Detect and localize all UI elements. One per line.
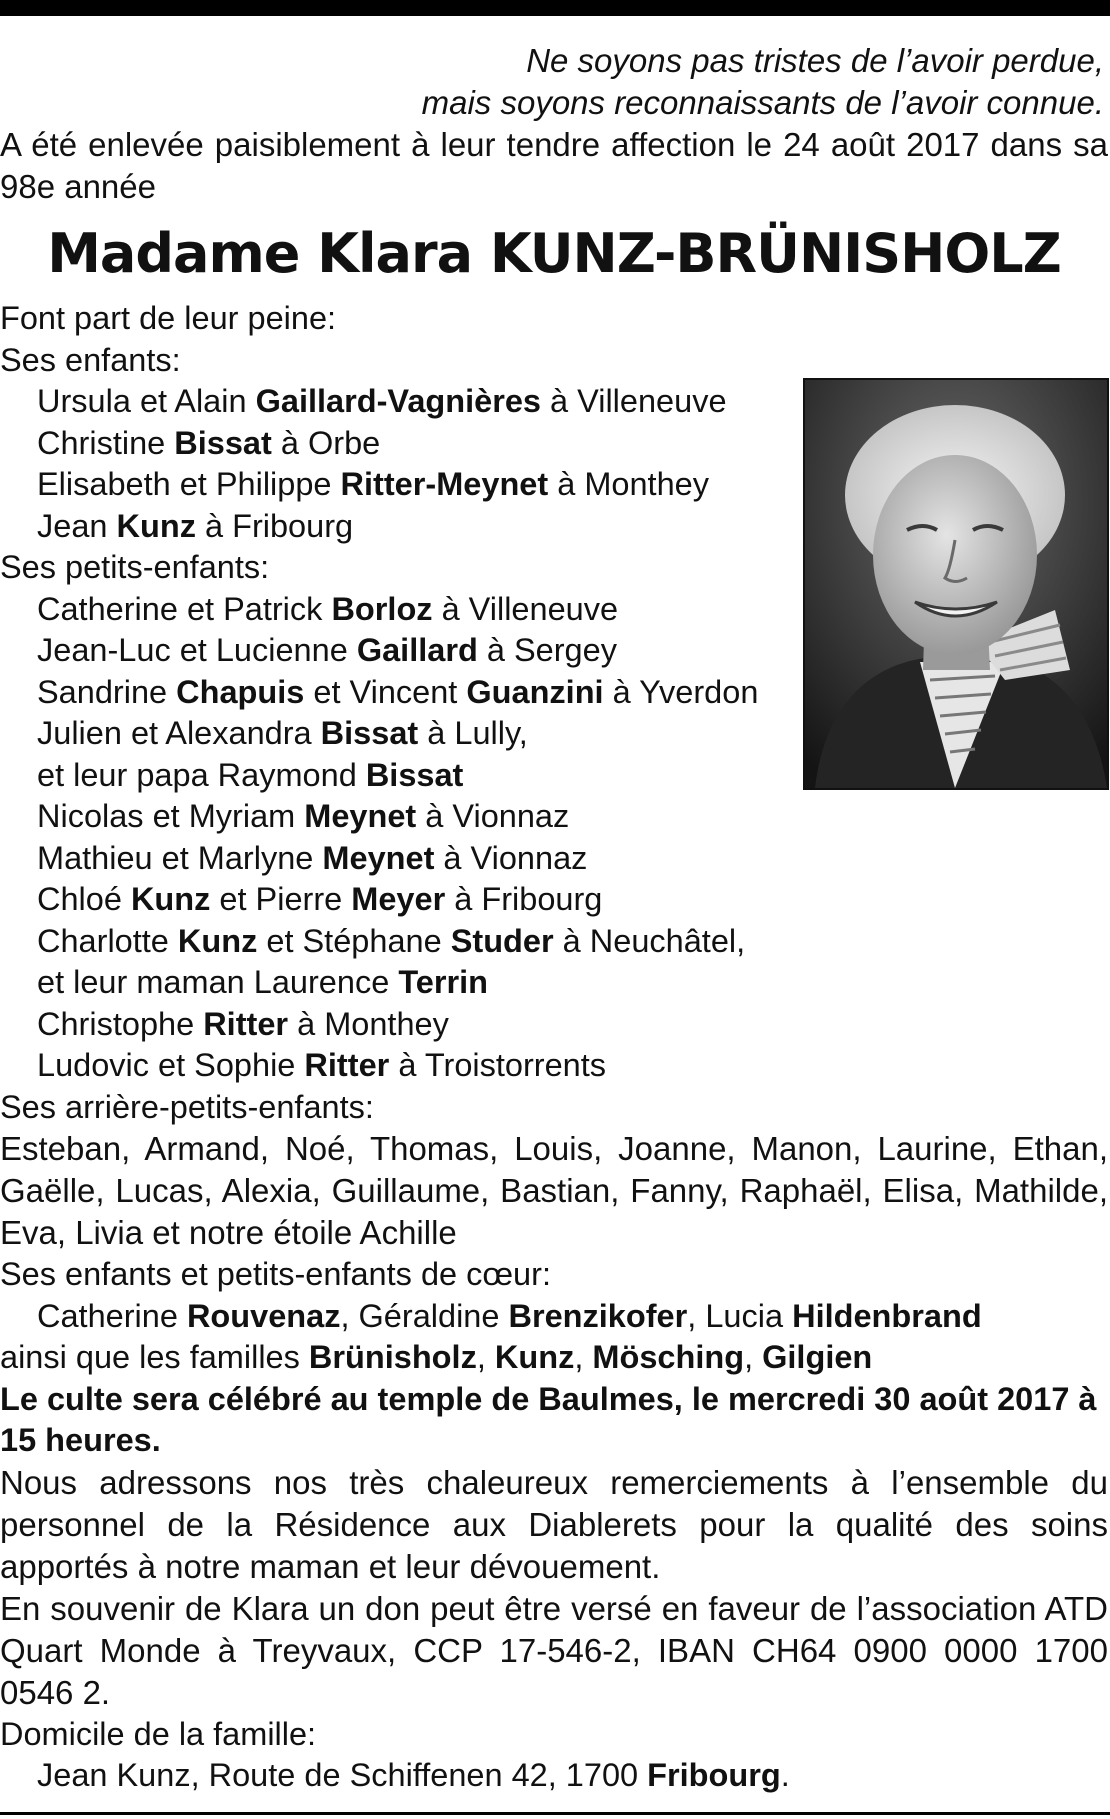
surname-bold: Rouvenaz [186, 1297, 341, 1334]
epigraph [0, 40, 1104, 124]
text-segment: à Vionnaz [416, 798, 570, 834]
text-segment: à Monthey [548, 466, 709, 502]
grandchild-entry [0, 962, 1108, 1004]
text-segment: à Yverdon [603, 673, 759, 710]
grandchild-entry [0, 921, 1108, 963]
text-segment: Catherine [37, 1297, 187, 1334]
grandchild-entry [0, 838, 1108, 880]
surname-bold: Kunz [130, 881, 211, 917]
text-segment: , Lucia [687, 1297, 793, 1334]
text-segment: à Troistorrents [389, 1047, 607, 1083]
text-segment: à Villeneuve [541, 383, 727, 419]
surname-bold: Ritter-Meynet [340, 466, 549, 502]
text-segment: Chloé [37, 881, 131, 917]
surname-bold: Meynet [322, 839, 435, 876]
surname-bold: Chapuis [176, 673, 305, 710]
heart-children-heading: Ses enfants et petits-enfants de cœur: [0, 1256, 551, 1292]
grandchild-entry [0, 879, 1108, 921]
text-segment: Sandrine [37, 673, 177, 710]
surname-bold: Kunz [177, 922, 258, 959]
font-part-heading: Font part de leur peine: [0, 300, 337, 336]
epigraph-line-2: mais soyons reconnaissants de l’avoir connue. [421, 84, 1104, 121]
text-segment: à Fribourg [445, 881, 603, 917]
surname-bold: Bissat [365, 756, 464, 793]
text-segment: , [744, 1339, 763, 1375]
surname-bold: Terrin [398, 964, 489, 1000]
text-segment: . [780, 1757, 790, 1793]
great-grandchildren-heading: Ses arrière-petits-enfants: [0, 1088, 374, 1125]
text-segment: et Vincent [304, 673, 467, 710]
donation-text: En souvenir de Klara un don peut être versé en faveur de l’association ATD Quart Monde à Treyvaux, CCP 17-546-2, IBAN CH64 0900 0000 1700 0546 2. [0, 1589, 1108, 1711]
text-segment: et leur maman Laurence [37, 964, 399, 1000]
text-segment: Catherine et Patrick [37, 590, 332, 627]
text-segment: Elisabeth et Philippe [37, 466, 341, 502]
deceased-name: Madame Klara KUNZ-BRÜNISHOLZ [47, 222, 1061, 285]
heart-children-list [0, 1296, 1108, 1338]
text-segment: et Pierre [210, 881, 352, 917]
grandchild-entry [0, 1004, 1108, 1046]
text-segment: Charlotte [37, 922, 178, 959]
text-segment: à Lully, [418, 715, 528, 751]
text-segment: Ludovic et Sophie [37, 1047, 305, 1083]
surname-bold: Mösching [592, 1339, 745, 1375]
portrait-illustration [805, 380, 1107, 788]
surname-bold: Kunz [116, 507, 196, 544]
children-heading: Ses enfants: [0, 341, 181, 378]
text-segment: Christophe [37, 1005, 204, 1042]
obituary-notice [0, 40, 1108, 1797]
surname-bold: Guanzini [466, 673, 604, 710]
families-line [0, 1337, 1108, 1379]
surname-bold: Hildenbrand [792, 1297, 982, 1334]
text-segment: , [574, 1339, 593, 1375]
text-segment: Julien et Alexandra [37, 715, 321, 751]
text-segment: à Neuchâtel, [553, 922, 746, 959]
epigraph-line-1: Ne soyons pas tristes de l’avoir perdue, [526, 42, 1104, 79]
surname-bold: Brünisholz [308, 1339, 477, 1375]
grandchild-entry [0, 1045, 1108, 1087]
surname-bold: Ritter [304, 1047, 390, 1083]
text-segment: Jean Kunz, Route de Schiffenen 42, 1700 [37, 1757, 648, 1793]
top-rule [0, 0, 1110, 16]
portrait-photo [803, 378, 1109, 790]
text-segment: à Sergey [477, 632, 617, 668]
text-segment: à Villeneuve [432, 590, 619, 627]
text-segment: à Orbe [271, 424, 381, 461]
surname-bold: Borloz [331, 590, 433, 627]
text-segment: à Monthey [288, 1005, 449, 1042]
text-segment: Christine [37, 424, 175, 461]
surname-bold: Kunz [494, 1339, 575, 1375]
surname-bold: Ritter [203, 1005, 289, 1042]
text-segment: Nicolas et Myriam [37, 798, 305, 834]
text-segment: , [476, 1339, 495, 1375]
surname-bold: Meyer [351, 881, 446, 917]
grandchildren-heading: Ses petits-enfants: [0, 549, 270, 585]
surname-bold: Meynet [304, 798, 417, 834]
surname-bold: Studer [450, 922, 554, 959]
surname-bold: Bissat [174, 424, 272, 461]
grandchild-entry [0, 796, 1108, 838]
thanks-text: Nous adressons nos très chaleureux remerciements à l’ensemble du personnel de la Résidence aux Diablerets pour la qualité des soins apportés à notre maman et leur dévouement. [0, 1463, 1108, 1585]
text-segment: et Stéphane [257, 922, 451, 959]
text-segment: Ursula et Alain [37, 383, 256, 419]
text-segment: ainsi que les familles [0, 1339, 309, 1375]
text-segment: à Fribourg [195, 507, 354, 544]
text-segment: , Géraldine [340, 1297, 509, 1334]
domicile-address [0, 1755, 1108, 1797]
domicile-heading: Domicile de la famille: [0, 1715, 317, 1752]
surname-bold: Gilgien [762, 1339, 873, 1375]
great-grandchildren-names: Esteban, Armand, Noé, Thomas, Louis, Joanne, Manon, Laurine, Ethan, Gaëlle, Lucas, Alexia, Guillaume, Bastian, Fanny, Raphaël, Elisa, Mathilde, Eva, Livia et notre étoile Achille [0, 1130, 1108, 1251]
heart-child-entry [0, 1296, 1108, 1338]
text-segment: Mathieu et Marlyne [37, 839, 323, 876]
text-segment: et leur papa Raymond [37, 756, 366, 793]
text-segment: Jean-Luc et Lucienne [37, 632, 357, 668]
service-announcement: Le culte sera célébré au temple de Baulmes, le mercredi 30 août 2017 à 15 heures. [0, 1380, 1097, 1458]
surname-bold: Brenzikofer [508, 1297, 688, 1334]
bottom-rule [0, 1812, 1110, 1815]
surname-bold: Gaillard-Vagnières [255, 383, 542, 419]
surname-bold: Gaillard [356, 632, 478, 668]
surname-bold: Fribourg [647, 1757, 781, 1793]
text-segment: à Vionnaz [434, 839, 588, 876]
surname-bold: Bissat [320, 715, 419, 751]
intro-text: A été enlevée paisiblement à leur tendre affection le 24 août 2017 dans sa 98e année [0, 126, 1108, 205]
text-segment: Jean [37, 507, 117, 544]
